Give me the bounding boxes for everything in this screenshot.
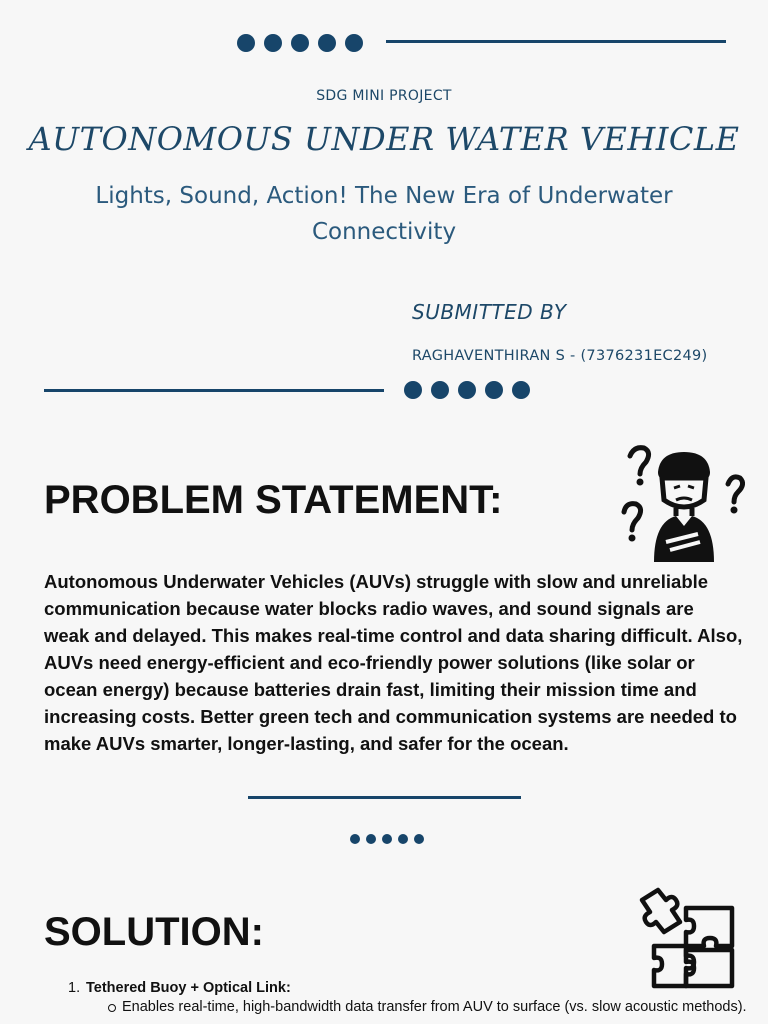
list-item-title: Tethered Buoy + Optical Link:: [86, 980, 291, 996]
submitted-by-label: SUBMITTED BY: [412, 300, 567, 324]
dot: [291, 34, 309, 52]
list-item-number: 1.: [68, 980, 81, 996]
dot: [382, 834, 392, 844]
dot: [345, 34, 363, 52]
dot: [366, 834, 376, 844]
confused-person-icon: [620, 442, 746, 566]
dot: [458, 381, 476, 399]
puzzle-icon: [636, 886, 740, 990]
list-subitem-text: Enables real-time, high-bandwidth data transfer from AUV to surface (vs. slow acoustic methods).: [122, 999, 747, 1015]
page-subtitle: Lights, Sound, Action! The New Era of Underwater Connectivity: [95, 183, 673, 245]
dot: [485, 381, 503, 399]
problem-statement-heading: PROBLEM STATEMENT:: [44, 478, 503, 522]
page-title: AUTONOMOUS UNDER WATER VEHICLE: [28, 120, 740, 158]
list-item: [70, 980, 760, 1015]
dot: [398, 834, 408, 844]
dot: [414, 834, 424, 844]
dot: [264, 34, 282, 52]
list-subitem: [122, 999, 760, 1015]
dot: [350, 834, 360, 844]
bullet-icon: [108, 1004, 116, 1012]
author-name: RAGHAVENTHIRAN S - (7376231EC249): [412, 348, 708, 364]
middle-divider-line: [44, 389, 384, 392]
solution-list: [70, 980, 760, 1015]
lower-divider-line: [248, 796, 521, 799]
dot: [237, 34, 255, 52]
project-subject: SDG MINI PROJECT: [316, 88, 452, 104]
solution-heading: SOLUTION:: [44, 910, 264, 954]
dot: [404, 381, 422, 399]
problem-statement-body: Autonomous Underwater Vehicles (AUVs) struggle with slow and unreliable communication because water blocks radio waves, and sound signals are weak and delayed. This makes real-time control and data sharing difficult. Also, AUVs need energy-efficient and eco-friendly power solutions (like solar or ocean energy) because batteries drain fast, limiting their mission time and increasing costs. Better green tech and communication systems are needed to make AUVs smarter, longer-lasting, and safer for the ocean.: [44, 571, 743, 754]
dot: [512, 381, 530, 399]
dot: [431, 381, 449, 399]
top-dots-decoration: [237, 34, 363, 52]
middle-dots-decoration: [404, 381, 530, 399]
top-divider-line: [386, 40, 726, 43]
dot: [318, 34, 336, 52]
lower-dots-decoration: [350, 834, 424, 844]
